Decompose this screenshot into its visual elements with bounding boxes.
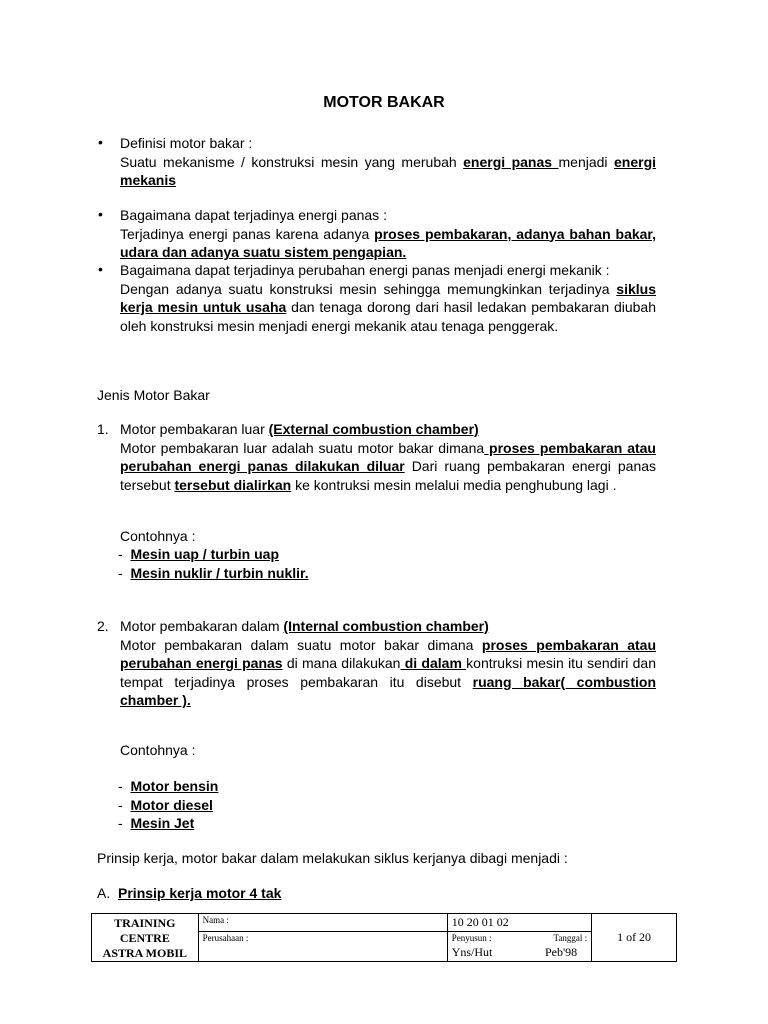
- example-label: Motor bensin: [130, 778, 219, 794]
- list-item: - Mesin nuklir / turbin nuklir.: [118, 564, 309, 581]
- item-1-contoh: Contohnya :: [120, 528, 196, 544]
- item-2-lead: [120, 617, 656, 636]
- example-label: Mesin Jet: [130, 815, 195, 831]
- bullet-marker: •: [98, 134, 103, 150]
- item-1: [120, 420, 656, 494]
- section-a-heading: [97, 884, 281, 903]
- author-value: Yns/Hut: [451, 945, 493, 959]
- bullet-3-body: [120, 280, 656, 336]
- footer-code: 10 20 01 02: [447, 914, 591, 932]
- emphasis-run: siklus kerja mesin untuk usaha: [120, 280, 656, 315]
- emphasis-run: proses pembakaran atau perubahan energi panas dilakukan diluar: [120, 439, 656, 474]
- item-2-contoh: Contohnya :: [120, 742, 196, 758]
- page-title: MOTOR BAKAR: [323, 94, 445, 111]
- penyusun-label: Penyusun :: [451, 933, 492, 943]
- footer-values: [448, 944, 591, 960]
- example-label: Mesin nuklir / turbin nuklir.: [130, 564, 309, 581]
- text-run: menjadi: [558, 153, 614, 170]
- example-label: Motor diesel: [130, 796, 213, 813]
- emphasis-run: energi mekanis: [120, 153, 657, 188]
- list-item: - Motor bensin: [118, 778, 219, 794]
- text-run: Suatu mekanisme / konstruksi mesin yang merubah: [120, 153, 464, 170]
- list-item: - Mesin uap / turbin uap: [118, 546, 280, 562]
- footer-author-cell: [447, 932, 591, 962]
- jenis-heading: Jenis Motor Bakar: [97, 387, 210, 403]
- prinsip-paragraph: Prinsip kerja, motor bakar dalam melakukan siklus kerjanya dibagi menjadi :: [97, 850, 568, 866]
- text-run: Dari ruang pembakaran energi panas tersebut: [120, 458, 657, 493]
- section-label: Prinsip kerja motor 4 tak: [118, 885, 282, 901]
- item-2-body: [120, 636, 656, 710]
- tanggal-label: Tanggal :: [553, 933, 588, 943]
- emphasis-run: proses pembakaran, adanya bahan bakar, udara dan adanya suatu sistem pengapian.: [120, 225, 656, 260]
- date-value: Peb'98: [544, 945, 578, 959]
- bullet-1: [120, 134, 656, 190]
- item-1-number: 1.: [97, 421, 109, 437]
- org-line: CENTRE: [119, 931, 170, 945]
- item-1-examples: [118, 545, 309, 582]
- emphasis-run: proses pembakaran atau perubahan energi panas: [120, 636, 656, 671]
- item-1-lead: [120, 420, 656, 439]
- bullet-2-body: [120, 225, 656, 262]
- footer-perusahaan: Perusahaan :: [198, 932, 447, 962]
- text-run: Motor pembakaran dalam: [120, 618, 284, 634]
- list-item: - Mesin Jet: [118, 815, 195, 831]
- emphasis-run: tersebut dialirkan: [174, 476, 292, 493]
- bullet-1-body: [120, 153, 656, 190]
- text-run: Motor pembakaran luar: [120, 421, 269, 437]
- bullet-marker: •: [98, 206, 103, 222]
- section-letter: A.: [97, 885, 111, 901]
- bullet-3: [120, 261, 656, 335]
- emphasis-run: di dalam: [400, 655, 467, 671]
- org-line: ASTRA MOBIL: [102, 946, 188, 960]
- footer-table: [91, 913, 677, 962]
- item-2-examples: [118, 777, 218, 833]
- text-run: kontruksi mesin itu sendiri dan tempat terjadinya proses pembakaran itu disebut: [120, 655, 656, 690]
- text-run: ke kontruksi mesin melalui media penghubung lagi .: [291, 476, 617, 493]
- footer-labels: [448, 932, 591, 944]
- text-run: Dengan adanya suatu konstruksi mesin sehingga memungkinkan terjadinya: [120, 280, 617, 297]
- footer-org: [92, 914, 199, 962]
- item-1-body: [120, 439, 656, 495]
- emphasis-run: ruang bakar( combustion chamber ).: [120, 673, 656, 708]
- text-run: Motor pembakaran dalam suatu motor bakar dimana: [120, 636, 482, 653]
- org-line: TRAINING: [114, 916, 176, 930]
- item-2-number: 2.: [97, 618, 109, 634]
- bullet-2: [120, 206, 656, 262]
- text-run: di mana dilakukan: [282, 655, 401, 671]
- text-run: Motor pembakaran luar adalah suatu motor bakar dimana: [120, 439, 485, 456]
- text-run: dan tenaga dorong dari hasil ledakan pembakaran diubah oleh konstruksi mesin menjadi energi mekanik atau tenaga penggerak.: [120, 299, 656, 334]
- emphasis-run: energi panas: [463, 153, 559, 170]
- example-label: Mesin uap / turbin uap: [130, 546, 280, 562]
- emphasis-run: (External combustion chamber): [268, 421, 479, 437]
- emphasis-run: (Internal combustion chamber): [283, 618, 489, 634]
- item-2: [120, 617, 656, 710]
- list-item: - Motor diesel: [118, 796, 213, 813]
- text-run: Terjadinya energi panas karena adanya: [120, 225, 375, 242]
- bullet-marker: •: [98, 261, 103, 277]
- bullet-2-lead: Bagaimana dapat terjadinya energi panas :: [120, 207, 387, 223]
- footer-page-number: 1 of 20: [592, 914, 677, 962]
- bullet-1-lead: Definisi motor bakar :: [120, 135, 253, 151]
- footer-nama: Nama :: [198, 914, 447, 932]
- bullet-3-lead: Bagaimana dapat terjadinya perubahan energi panas menjadi energi mekanik :: [120, 262, 610, 278]
